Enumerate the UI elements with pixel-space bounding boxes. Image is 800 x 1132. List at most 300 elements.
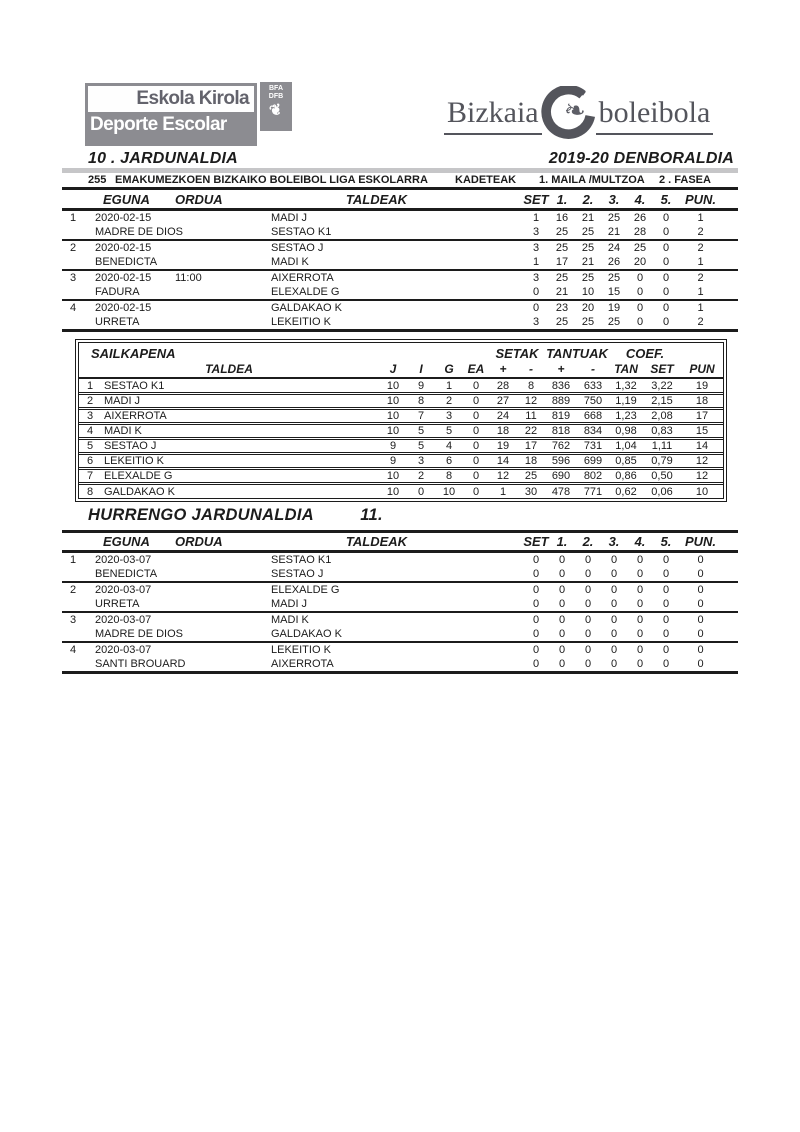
sets-won: 3 xyxy=(532,226,540,238)
set4-score: 20 xyxy=(633,256,647,268)
col-pun: PUN. xyxy=(684,192,717,207)
match-line xyxy=(62,225,738,239)
col-ea: EA xyxy=(467,362,485,376)
sets-won: 0 xyxy=(532,286,540,298)
set3-score: 26 xyxy=(607,256,621,268)
rank: 7 xyxy=(87,470,94,482)
rank: 2 xyxy=(87,395,94,407)
coef-set: 0,83 xyxy=(651,425,673,437)
next-round-table-header xyxy=(62,533,738,550)
match-points: 0 xyxy=(697,554,704,566)
points-against: 834 xyxy=(583,425,603,437)
match-date: 2020-02-15 xyxy=(95,272,152,284)
sets-against: 17 xyxy=(524,440,538,452)
set5-score: 0 xyxy=(662,658,670,670)
match-line xyxy=(62,315,738,329)
lost: 10 xyxy=(442,485,456,498)
set2-score: 0 xyxy=(584,598,592,610)
next-round-table xyxy=(62,530,738,674)
match-points: 1 xyxy=(697,212,704,224)
points-against: 750 xyxy=(583,395,603,407)
coef-tan: 0,98 xyxy=(615,425,637,437)
set4-score: 0 xyxy=(636,554,644,566)
sets-won: 0 xyxy=(532,614,540,626)
set3-score: 0 xyxy=(610,554,618,566)
set3-score: 19 xyxy=(607,302,621,314)
sets-won: 0 xyxy=(532,584,540,596)
sets-won: 3 xyxy=(532,242,540,254)
set2-score: 21 xyxy=(581,256,595,268)
set3-score: 24 xyxy=(607,242,621,254)
next-round-title: HURRENGO JARDUNALDIA xyxy=(88,506,314,524)
sets-won: 0 xyxy=(532,658,540,670)
coef-tan: 1,23 xyxy=(615,410,637,422)
col-set2: 2. xyxy=(582,192,594,207)
team-name: GALDAKAO K xyxy=(271,628,342,640)
set1-score: 25 xyxy=(555,226,569,238)
match-line xyxy=(62,657,738,671)
won: 7 xyxy=(417,410,425,422)
set4-score: 0 xyxy=(636,316,644,328)
dfb-label: DFB xyxy=(268,93,284,100)
match-line xyxy=(62,285,738,299)
match-date: 2020-02-15 xyxy=(95,212,152,224)
coef-set: 0,06 xyxy=(651,485,673,498)
lost: 8 xyxy=(445,470,453,482)
match-points: 2 xyxy=(697,316,704,328)
rank: 6 xyxy=(87,455,94,467)
standings-title: SAILKAPENA xyxy=(91,345,176,361)
set1-score: 0 xyxy=(558,628,566,640)
set5-score: 0 xyxy=(662,272,670,284)
league-points: 17 xyxy=(695,410,709,422)
points-for: 690 xyxy=(551,470,571,482)
played: 10 xyxy=(386,379,400,392)
sets-for: 12 xyxy=(496,470,510,482)
team-name: MADI J xyxy=(271,212,308,224)
set5-score: 0 xyxy=(662,226,670,238)
match-points: 1 xyxy=(697,286,704,298)
col-sets-minus: - xyxy=(529,362,533,376)
won: 8 xyxy=(417,395,425,407)
col-g: G xyxy=(444,362,454,376)
match-venue: URRETA xyxy=(95,598,140,610)
won: 0 xyxy=(417,485,425,498)
col-set3: 3. xyxy=(608,534,620,549)
points-for: 478 xyxy=(551,485,571,498)
standings-row xyxy=(79,454,723,468)
results-table-header xyxy=(62,191,738,208)
team-name: AIXERROTA xyxy=(271,272,334,284)
set3-score: 0 xyxy=(610,628,618,640)
set2-score: 0 xyxy=(584,584,592,596)
col-set1: 1. xyxy=(556,192,568,207)
ea: 0 xyxy=(472,395,480,407)
col-ordua: ORDUA xyxy=(175,192,223,207)
team-name: MADI K xyxy=(271,614,309,626)
match-line xyxy=(62,255,738,269)
bfa-dfb-emblem xyxy=(260,82,292,131)
won: 5 xyxy=(417,440,425,452)
col-taldeak: TALDEAK xyxy=(345,192,408,207)
match-date: 2020-03-07 xyxy=(95,584,152,596)
rank: 1 xyxy=(87,379,94,392)
rank: 4 xyxy=(87,425,94,437)
league-points: 12 xyxy=(695,470,709,482)
lost: 2 xyxy=(445,395,453,407)
set1-score: 0 xyxy=(558,644,566,656)
match-number: 2 xyxy=(70,584,77,596)
bizkaia-label: Bizkaia xyxy=(444,96,542,135)
group-tantuak: TANTUAK xyxy=(546,345,608,361)
set5-score: 0 xyxy=(662,316,670,328)
points-for: 596 xyxy=(551,455,571,467)
sets-for: 18 xyxy=(496,425,510,437)
league-points: 10 xyxy=(695,485,709,498)
points-for: 889 xyxy=(551,395,571,407)
set2-score: 0 xyxy=(584,644,592,656)
coef-tan: 1,04 xyxy=(615,440,637,452)
set3-score: 0 xyxy=(610,614,618,626)
col-i: I xyxy=(419,362,423,376)
col-ordua: ORDUA xyxy=(175,534,223,549)
league-level: 1. MAILA /MULTZOA xyxy=(539,174,645,186)
col-taldeak: TALDEAK xyxy=(345,534,408,549)
league-points: 14 xyxy=(695,440,709,452)
lost: 1 xyxy=(445,379,453,392)
set5-score: 0 xyxy=(662,286,670,298)
ea: 0 xyxy=(472,485,480,498)
set3-score: 0 xyxy=(610,658,618,670)
set2-score: 0 xyxy=(584,658,592,670)
divider xyxy=(62,329,738,332)
coef-tan: 0,85 xyxy=(615,455,637,467)
team-name: ELEXALDE G xyxy=(104,470,173,482)
set5-score: 0 xyxy=(662,212,670,224)
sets-against: 8 xyxy=(527,379,535,392)
won: 5 xyxy=(417,425,425,437)
points-against: 699 xyxy=(583,455,603,467)
team-name: LEKEITIO K xyxy=(271,316,331,328)
col-set1: 1. xyxy=(556,534,568,549)
match-date: 2020-02-15 xyxy=(95,242,152,254)
match-line xyxy=(62,241,738,255)
set4-score: 0 xyxy=(636,302,644,314)
set3-score: 0 xyxy=(610,598,618,610)
match-number: 4 xyxy=(70,644,77,656)
lost: 6 xyxy=(445,455,453,467)
set4-score: 0 xyxy=(636,658,644,670)
match-points: 2 xyxy=(697,226,704,238)
set3-score: 15 xyxy=(607,286,621,298)
match-line xyxy=(62,613,738,627)
set2-score: 25 xyxy=(581,242,595,254)
sets-for: 27 xyxy=(496,395,510,407)
standings-row xyxy=(79,394,723,408)
set1-score: 17 xyxy=(555,256,569,268)
set4-score: 0 xyxy=(636,584,644,596)
col-set5: 5. xyxy=(660,534,672,549)
col-set: SET xyxy=(523,534,549,549)
sets-against: 22 xyxy=(524,425,538,437)
coef-tan: 0,86 xyxy=(615,470,637,482)
coef-set: 1,11 xyxy=(651,440,673,452)
coef-tan: 1,32 xyxy=(615,379,637,392)
match-venue: URRETA xyxy=(95,316,140,328)
played: 9 xyxy=(389,440,397,452)
set4-score: 0 xyxy=(636,644,644,656)
set2-score: 21 xyxy=(581,212,595,224)
sets-for: 19 xyxy=(496,440,510,452)
league-points: 18 xyxy=(695,395,709,407)
eskola-kirola-label: Eskola Kirola xyxy=(88,86,254,112)
standings-table xyxy=(75,339,727,502)
next-round-heading xyxy=(88,506,383,525)
coef-set: 0,50 xyxy=(651,470,673,482)
team-name: MADI J xyxy=(104,395,141,407)
sets-against: 18 xyxy=(524,455,538,467)
standings-row xyxy=(79,424,723,438)
standings-group-header xyxy=(79,345,723,361)
league-code: 255 xyxy=(88,174,107,186)
played: 10 xyxy=(386,470,400,482)
col-set4: 4. xyxy=(634,192,646,207)
next-round-number: 11. xyxy=(360,506,383,524)
set3-score: 25 xyxy=(607,316,621,328)
standings-row xyxy=(79,439,723,453)
set4-score: 0 xyxy=(636,286,644,298)
col-eguna: EGUNA xyxy=(103,534,150,549)
ea: 0 xyxy=(472,470,480,482)
team-name: ELEXALDE G xyxy=(271,584,340,596)
points-for: 836 xyxy=(551,379,571,392)
match-line xyxy=(62,597,738,611)
match-line xyxy=(62,583,738,597)
match-venue: BENEDICTA xyxy=(95,256,158,268)
match-date: 2020-03-07 xyxy=(95,614,152,626)
won: 9 xyxy=(417,379,425,392)
team-name: SESTAO K1 xyxy=(271,554,332,566)
standings-row xyxy=(79,409,723,423)
set4-score: 0 xyxy=(636,568,644,580)
col-set: SET xyxy=(650,362,674,376)
set5-score: 0 xyxy=(662,628,670,640)
col-points-plus: + xyxy=(557,362,565,376)
team-name: SESTAO K1 xyxy=(271,226,332,238)
match-line xyxy=(62,627,738,641)
set2-score: 0 xyxy=(584,568,592,580)
set2-score: 25 xyxy=(581,316,595,328)
sets-won: 0 xyxy=(532,302,540,314)
team-name: LEKEITIO K xyxy=(271,644,331,656)
sets-won: 0 xyxy=(532,568,540,580)
match-points: 2 xyxy=(697,242,704,254)
team-name: AIXERROTA xyxy=(104,410,167,422)
coef-set: 2,15 xyxy=(651,395,673,407)
sets-against: 12 xyxy=(524,395,538,407)
eskola-kirola-logo xyxy=(85,83,257,146)
points-against: 731 xyxy=(583,440,603,452)
league-points: 12 xyxy=(695,455,709,467)
sets-won: 3 xyxy=(532,272,540,284)
match-line xyxy=(62,553,738,567)
match-points: 0 xyxy=(697,658,704,670)
points-for: 818 xyxy=(551,425,571,437)
standings-row xyxy=(79,379,723,393)
standings-row xyxy=(79,484,723,498)
match-venue: FADURA xyxy=(95,286,140,298)
col-taldea: TALDEA xyxy=(205,362,253,376)
separator-bar xyxy=(62,168,738,173)
set5-score: 0 xyxy=(662,256,670,268)
set1-score: 0 xyxy=(558,568,566,580)
rank: 8 xyxy=(87,485,94,498)
col-set2: 2. xyxy=(582,534,594,549)
boleibola-label: boleibola xyxy=(596,96,714,135)
match-date: 2020-03-07 xyxy=(95,644,152,656)
standings-column-header xyxy=(79,361,723,377)
bizkaia-boleibola-logo xyxy=(444,86,713,144)
season-title: 2019-20 DENBORALDIA xyxy=(548,150,734,167)
points-against: 802 xyxy=(583,470,603,482)
match-line xyxy=(62,271,738,285)
match-number: 4 xyxy=(70,302,77,314)
set1-score: 0 xyxy=(558,584,566,596)
sets-against: 11 xyxy=(525,410,537,422)
bfa-label: BFA xyxy=(269,85,283,92)
team-name: GALDAKAO K xyxy=(104,485,175,498)
coef-set: 3,22 xyxy=(651,379,673,392)
col-set5: 5. xyxy=(660,192,672,207)
match-venue: BENEDICTA xyxy=(95,568,158,580)
set3-score: 25 xyxy=(607,212,621,224)
lost: 3 xyxy=(445,410,453,422)
team-name: AIXERROTA xyxy=(271,658,334,670)
set3-score: 0 xyxy=(610,568,618,580)
col-set: SET xyxy=(523,192,549,207)
set5-score: 0 xyxy=(662,598,670,610)
match-points: 0 xyxy=(697,614,704,626)
sets-won: 1 xyxy=(532,256,540,268)
set4-score: 25 xyxy=(633,242,647,254)
team-name: GALDAKAO K xyxy=(271,302,342,314)
league-points: 19 xyxy=(695,379,709,392)
matchday-title: 10 . JARDUNALDIA xyxy=(88,150,238,167)
match-line xyxy=(62,567,738,581)
match-number: 1 xyxy=(70,212,77,224)
group-coef: COEF. xyxy=(625,345,665,361)
match-venue: MADRE DE DIOS xyxy=(95,226,184,238)
fern-icon: ❧ xyxy=(561,94,588,128)
match-number: 2 xyxy=(70,242,77,254)
ea: 0 xyxy=(472,379,480,392)
rank: 3 xyxy=(87,410,94,422)
set5-score: 0 xyxy=(662,644,670,656)
ea: 0 xyxy=(472,455,480,467)
volleyball-swirl-icon xyxy=(540,86,598,144)
set4-score: 0 xyxy=(636,598,644,610)
match-points: 0 xyxy=(697,568,704,580)
set1-score: 21 xyxy=(555,286,569,298)
set3-score: 0 xyxy=(610,584,618,596)
col-set4: 4. xyxy=(634,534,646,549)
set2-score: 0 xyxy=(584,554,592,566)
league-points: 15 xyxy=(695,425,709,437)
team-name: LEKEITIO K xyxy=(104,455,164,467)
match-date: 2020-02-15 xyxy=(95,302,152,314)
team-name: SESTAO J xyxy=(271,242,324,254)
set1-score: 0 xyxy=(558,598,566,610)
sets-won: 0 xyxy=(532,554,540,566)
set4-score: 0 xyxy=(636,628,644,640)
sets-for: 28 xyxy=(496,379,510,392)
standings-row xyxy=(79,469,723,483)
lost: 4 xyxy=(445,440,453,452)
league-phase: 2 . FASEA xyxy=(659,174,711,186)
team-name: MADI J xyxy=(271,598,308,610)
team-name: ELEXALDE G xyxy=(271,286,340,298)
sets-for: 24 xyxy=(496,410,510,422)
set1-score: 0 xyxy=(558,658,566,670)
points-for: 819 xyxy=(551,410,571,422)
played: 10 xyxy=(386,425,400,437)
set4-score: 28 xyxy=(633,226,647,238)
divider xyxy=(62,671,738,674)
col-sets-plus: + xyxy=(499,362,507,376)
match-number: 3 xyxy=(70,614,77,626)
match-points: 2 xyxy=(697,272,704,284)
played: 10 xyxy=(386,485,400,498)
points-against: 633 xyxy=(583,379,603,392)
sets-against: 30 xyxy=(524,485,538,498)
divider xyxy=(62,187,738,190)
points-against: 771 xyxy=(583,485,603,498)
won: 2 xyxy=(417,470,425,482)
sets-for: 1 xyxy=(499,485,507,498)
set3-score: 0 xyxy=(610,644,618,656)
group-setak: SETAK xyxy=(495,345,539,361)
sets-won: 3 xyxy=(532,316,540,328)
set1-score: 23 xyxy=(555,302,569,314)
set1-score: 16 xyxy=(555,212,569,224)
set4-score: 0 xyxy=(636,272,644,284)
match-venue: MADRE DE DIOS xyxy=(95,628,184,640)
team-name: MADI K xyxy=(104,425,142,437)
won: 3 xyxy=(417,455,425,467)
team-name: SESTAO J xyxy=(271,568,324,580)
set5-score: 0 xyxy=(662,614,670,626)
col-pun: PUN xyxy=(689,362,715,376)
sets-won: 1 xyxy=(532,212,540,224)
match-time: 11:00 xyxy=(175,272,202,284)
sets-won: 0 xyxy=(532,628,540,640)
league-category: KADETEAK xyxy=(455,174,517,186)
match-venue: SANTI BROUARD xyxy=(95,658,186,670)
set1-score: 0 xyxy=(558,554,566,566)
results-table xyxy=(62,191,738,332)
match-number: 3 xyxy=(70,272,77,284)
title-row xyxy=(88,150,734,168)
set5-score: 0 xyxy=(662,554,670,566)
set2-score: 20 xyxy=(581,302,595,314)
sets-against: 25 xyxy=(524,470,538,482)
match-line xyxy=(62,301,738,315)
league-name: EMAKUMEZKOEN BIZKAIKO BOLEIBOL LIGA ESKOLARRA xyxy=(115,174,428,186)
match-points: 0 xyxy=(697,628,704,640)
set2-score: 0 xyxy=(584,628,592,640)
coef-tan: 0,62 xyxy=(615,485,637,498)
match-points: 0 xyxy=(697,584,704,596)
